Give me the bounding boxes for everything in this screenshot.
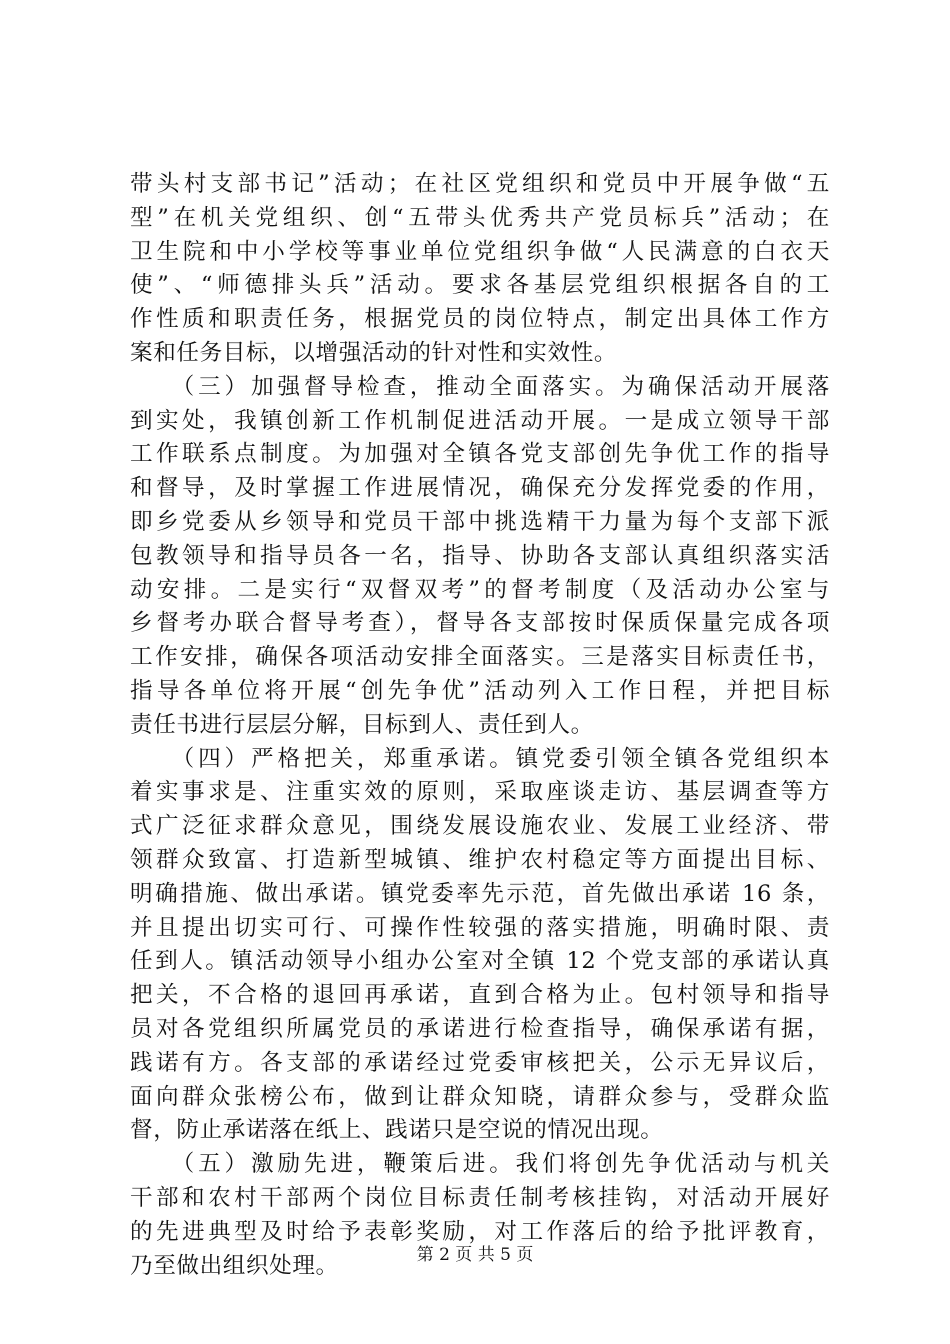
text-line: （四）严格把关，郑重承诺。镇党委引领全镇各党组织本	[130, 745, 830, 772]
text-line: 指导各单位将开展“创先争优”活动列入工作日程，并把目标	[130, 677, 830, 704]
text-line: 工作联系点制度。为加强对全镇各党支部创先争优工作的指导	[130, 441, 830, 468]
text-line: 式广泛征求群众意见，围绕发展设施农业、发展工业经济、带	[130, 813, 830, 840]
text-line: 责任书进行层层分解，目标到人、责任到人。	[130, 711, 594, 738]
text-line: 带头村支部书记”活动；在社区党组织和党员中开展争做“五	[130, 171, 830, 197]
page-footer: 第 2 页 共 5 页	[416, 1245, 534, 1265]
text-line: （五）激励先进，鞭策后进。我们将创先争优活动与机关	[130, 1151, 830, 1178]
text-line: 乡督考办联合督导考查），督导各支部按时保质保量完成各项	[130, 610, 830, 637]
text-line: 把关，不合格的退回再承诺，直到合格为止。包村领导和指导	[130, 982, 830, 1009]
text-line: 即乡党委从乡领导和党员干部中挑选精干力量为每个支部下派	[130, 508, 830, 535]
text-line: 明确措施、做出承诺。镇党委率先示范，首先做出承诺 16 条，	[130, 880, 830, 907]
text-line: 并且提出切实可行、可操作性较强的落实措施，明确时限、责	[130, 914, 830, 941]
document-body	[130, 168, 830, 1283]
text-line: 工作安排，确保各项活动安排全面落实。三是落实目标责任书，	[130, 644, 830, 671]
text-line: 使”、“师德排头兵”活动。要求各基层党组织根据各自的工	[130, 272, 830, 299]
text-line: 任到人。镇活动领导小组办公室对全镇 12 个党支部的承诺认真	[130, 948, 830, 975]
text-line: 员对各党组织所属党员的承诺进行检查指导，确保承诺有据，	[130, 1015, 830, 1042]
text-line: 卫生院和中小学校等事业单位党组织争做“人民满意的白衣天	[130, 238, 830, 265]
text-line: 和督导，及时掌握工作进展情况，确保充分发挥党委的作用，	[130, 475, 830, 502]
text-line: 包教领导和指导员各一名，指导、协助各支部认真组织落实活	[130, 542, 830, 569]
text-line: 面向群众张榜公布，做到让群众知晓，请群众参与，受群众监	[130, 1083, 830, 1110]
text-line: 型”在机关党组织、创“五带头优秀共产党员标兵”活动；在	[130, 204, 830, 231]
text-line: 领群众致富、打造新型城镇、维护农村稳定等方面提出目标、	[130, 846, 830, 873]
text-line: （三）加强督导检查，推动全面落实。为确保活动开展落	[130, 373, 830, 400]
text-line: 到实处，我镇创新工作机制促进活动开展。一是成立领导干部	[130, 407, 830, 434]
text-line: 动安排。二是实行“双督双考”的督考制度（及活动办公室与	[130, 576, 830, 603]
text-line: 乃至做出组织处理。	[130, 1252, 339, 1279]
text-line: 着实事求是、注重实效的原则，采取座谈走访、基层调查等方	[130, 779, 830, 806]
text-line: 案和任务目标，以增强活动的针对性和实效性。	[130, 339, 618, 366]
text-line: 督，防止承诺落在纸上、践诺只是空说的情况出现。	[130, 1117, 664, 1144]
text-line: 作性质和职责任务，根据党员的岗位特点，制定出具体工作方	[130, 306, 830, 333]
text-line: 干部和农村干部两个岗位目标责任制考核挂钩，对活动开展好	[130, 1184, 830, 1211]
text-line: 践诺有方。各支部的承诺经过党委审核把关，公示无异议后，	[130, 1049, 830, 1076]
text-line: 的先进典型及时给予表彰奖励，对工作落后的给予批评教育，	[130, 1218, 830, 1245]
